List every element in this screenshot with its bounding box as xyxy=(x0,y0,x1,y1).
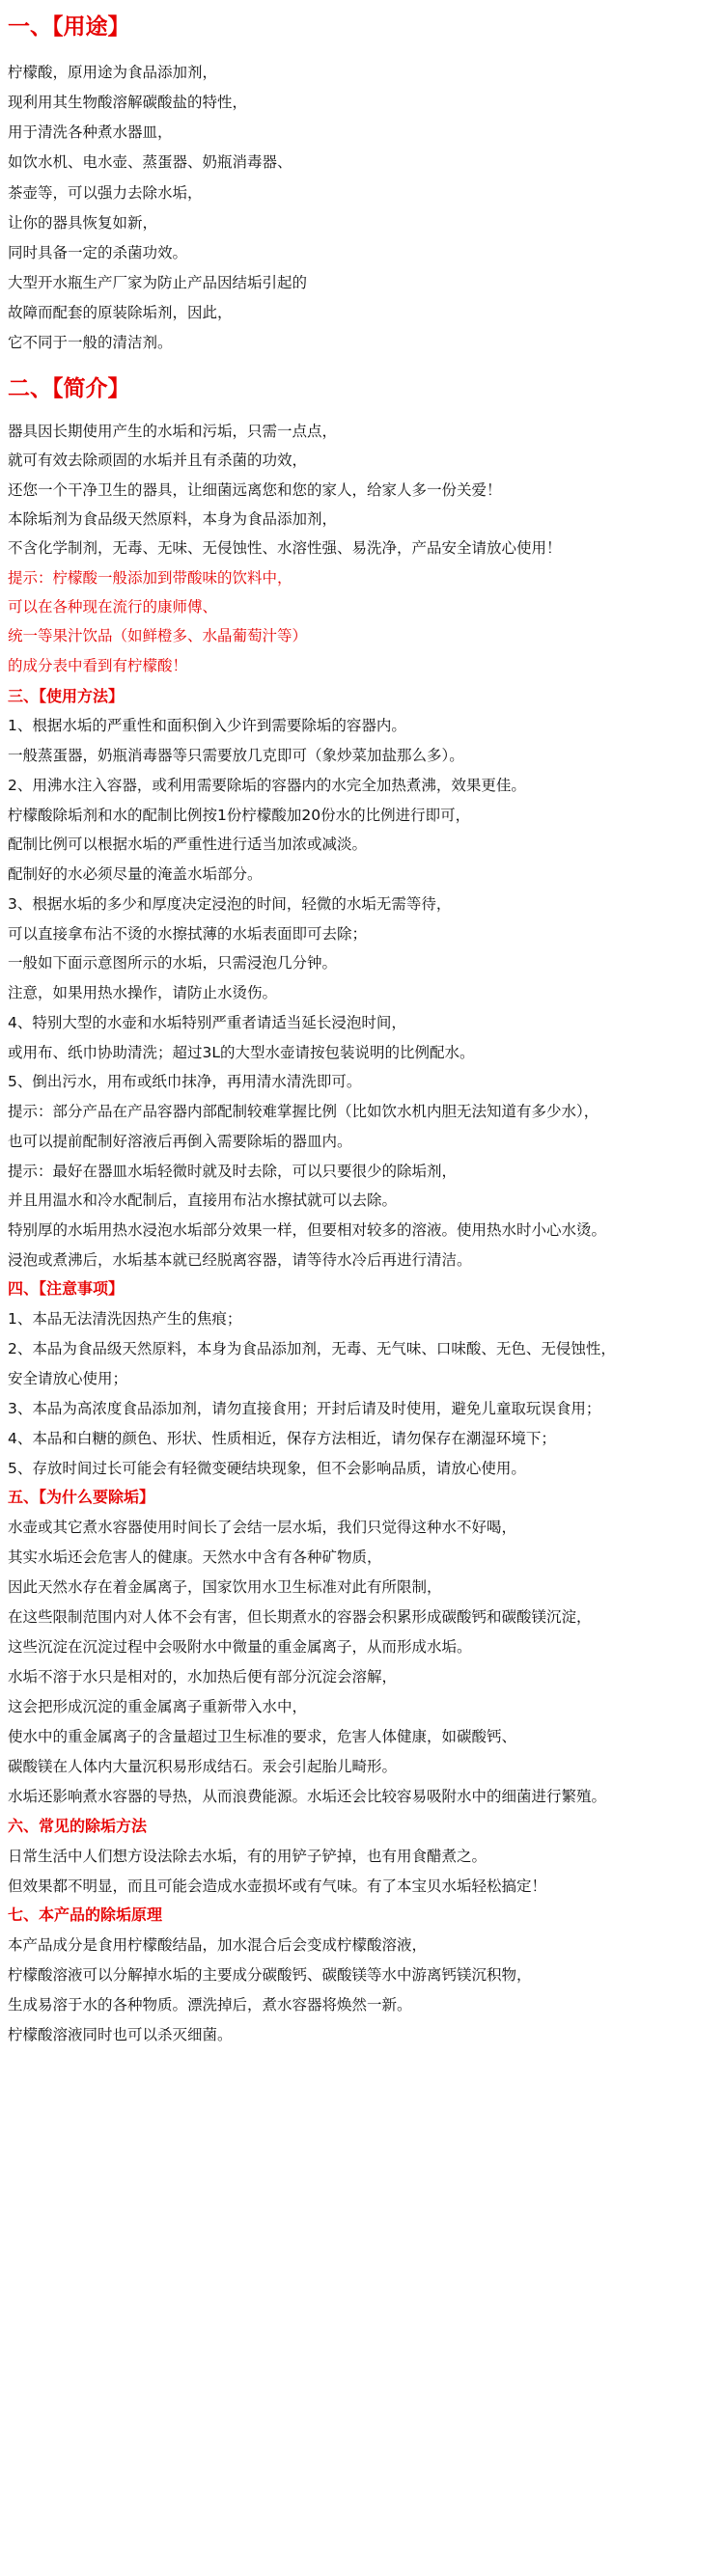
instructions-text-line: 3、根据水垢的多少和厚度决定浸泡的时间，轻微的水垢无需等待， xyxy=(8,895,452,913)
principle-text-line: 生成易溶于水的各种物质。漂洗掉后，煮水容器将焕然一新。 xyxy=(8,1996,412,2014)
usage-text-line: 同时具备一定的杀菌功效。 xyxy=(8,244,188,261)
introduction-text-line: 器具因长期使用产生的水垢和污垢，只需一点点， xyxy=(8,423,338,440)
precautions-text-line: 5、存放时间过长可能会有轻微变硬结块现象，但不会影响品质，请放心使用。 xyxy=(8,1460,526,1477)
introduction-text-line: 就可有效去除顽固的水垢并且有杀菌的功效， xyxy=(8,452,308,469)
why-descale-text-line: 碳酸镁在人体内大量沉积易形成结石。汞会引起胎儿畸形。 xyxy=(8,1758,398,1775)
introduction-text-line: 还您一个干净卫生的器具，让细菌远离您和您的家人，给家人多一份关爱！ xyxy=(8,481,502,499)
section-heading-usage: 一、【用途】 xyxy=(8,14,130,40)
instructions-text-line: 一般如下面示意图所示的水垢，只需浸泡几分钟。 xyxy=(8,954,338,972)
why-descale-text-line: 其实水垢还会危害人的健康。天然水中含有各种矿物质， xyxy=(8,1548,382,1566)
principle-text-line: 柠檬酸溶液可以分解掉水垢的主要成分碳酸钙、碳酸镁等水中游离钙镁沉积物， xyxy=(8,1966,532,1984)
precautions-text-line: 安全请放心使用； xyxy=(8,1370,128,1387)
introduction-text-line: 可以在各种现在流行的康师傅、 xyxy=(8,598,218,616)
instructions-text-line: 配制好的水必须尽量的淹盖水垢部分。 xyxy=(8,865,263,883)
instructions-text-line: 可以直接拿布沾不烫的水擦拭薄的水垢表面即可去除； xyxy=(8,925,368,943)
why-descale-text-line: 使水中的重金属离子的含量超过卫生标准的要求，危害人体健康，如碳酸钙、 xyxy=(8,1728,517,1745)
usage-text-line: 让你的器具恢复如新， xyxy=(8,214,158,232)
usage-text-line: 它不同于一般的清洁剂。 xyxy=(8,334,173,351)
why-descale-text-line: 因此天然水存在着金属离子，国家饮用水卫生标准对此有所限制， xyxy=(8,1578,442,1596)
precautions-text-line: 3、本品为高浓度食品添加剂，请勿直接食用；开封后请及时使用，避免儿童取玩误食用； xyxy=(8,1400,601,1417)
introduction-text-line: 的成分表中看到有柠檬酸！ xyxy=(8,657,188,674)
introduction-text-line: 本除垢剂为食品级天然原料，本身为食品添加剂， xyxy=(8,510,338,528)
principle-text-line: 柠檬酸溶液同时也可以杀灭细菌。 xyxy=(8,2026,233,2043)
usage-text-line: 故障而配套的原装除垢剂，因此， xyxy=(8,304,233,321)
instructions-text-line: 配制比例可以根据水垢的严重性进行适当加浓或减淡。 xyxy=(8,836,368,853)
usage-text-line: 茶壶等，可以强力去除水垢， xyxy=(8,184,203,202)
section-heading-principle: 七、本产品的除垢原理 xyxy=(8,1905,163,1924)
instructions-text-line: 柠檬酸除垢剂和水的配制比例按1份柠檬酸加20份水的比例进行即可， xyxy=(8,807,471,824)
instructions-text-line: 特别厚的水垢用热水浸泡水垢部分效果一样，但要相对较多的溶液。使用热水时小心水烫。 xyxy=(8,1221,607,1239)
principle-text-line: 本产品成分是食用柠檬酸结晶，加水混合后会变成柠檬酸溶液， xyxy=(8,1936,428,1954)
instructions-text-line: 也可以提前配制好溶液后再倒入需要除垢的器皿内。 xyxy=(8,1133,352,1150)
instructions-text-line: 或用布、纸巾协助清洗；超过3L的大型水壶请按包装说明的比例配水。 xyxy=(8,1044,475,1061)
introduction-text-line: 统一等果汁饮品（如鲜橙多、水晶葡萄汁等） xyxy=(8,627,308,644)
usage-text-line: 如饮水机、电水壶、蒸蛋器、奶瓶消毒器、 xyxy=(8,153,292,171)
introduction-text-line: 不含化学制剂，无毒、无味、无侵蚀性、水溶性强、易洗净，产品安全请放心使用！ xyxy=(8,539,562,557)
why-descale-text-line: 水垢不溶于水只是相对的，水加热后便有部分沉淀会溶解， xyxy=(8,1668,398,1685)
instructions-text-line: 注意，如果用热水操作，请防止水烫伤。 xyxy=(8,984,278,1001)
instructions-text-line: 4、特别大型的水壶和水垢特别严重者请适当延长浸泡时间， xyxy=(8,1014,406,1031)
why-descale-text-line: 这些沉淀在沉淀过程中会吸附水中微量的重金属离子，从而形成水垢。 xyxy=(8,1638,472,1656)
instructions-text-line: 提示：部分产品在产品容器内部配制较难掌握比例（比如饮水机内胆无法知道有多少水）， xyxy=(8,1103,599,1120)
usage-text-line: 柠檬酸，原用途为食品添加剂， xyxy=(8,64,218,81)
why-descale-text-line: 在这些限制范围内对人体不会有害，但长期煮水的容器会积累形成碳酸钙和碳酸镁沉淀， xyxy=(8,1608,592,1626)
section-heading-precautions: 四、【注意事项】 xyxy=(8,1279,125,1298)
instructions-text-line: 5、倒出污水，用布或纸巾抹净，再用清水清洗即可。 xyxy=(8,1073,362,1090)
introduction-text-line: 提示：柠檬酸一般添加到带酸味的饮料中， xyxy=(8,569,292,587)
common-methods-text-line: 但效果都不明显，而且可能会造成水壶损坏或有气味。有了本宝贝水垢轻松搞定！ xyxy=(8,1877,547,1895)
precautions-text-line: 1、本品无法清洗因热产生的焦痕； xyxy=(8,1310,242,1328)
instructions-text-line: 一般蒸蛋器，奶瓶消毒器等只需要放几克即可（象炒菜加盐那么多）。 xyxy=(8,747,464,764)
instructions-text-line: 浸泡或煮沸后，水垢基本就已经脱离容器，请等待水冷后再进行清洁。 xyxy=(8,1251,472,1269)
precautions-text-line: 4、本品和白糖的颜色、形状、性质相近，保存方法相近，请勿保存在潮湿环境下； xyxy=(8,1430,556,1447)
common-methods-text-line: 日常生活中人们想方设法除去水垢，有的用铲子铲掉，也有用食醋煮之。 xyxy=(8,1848,487,1865)
instructions-text-line: 提示：最好在器皿水垢轻微时就及时去除，可以只要很少的除垢剂， xyxy=(8,1163,458,1180)
precautions-text-line: 2、本品为食品级天然原料，本身为食品添加剂，无毒、无气味、口味酸、无色、无侵蚀性， xyxy=(8,1340,616,1357)
why-descale-text-line: 水垢还影响煮水容器的导热，从而浪费能源。水垢还会比较容易吸附水中的细菌进行繁殖。 xyxy=(8,1788,607,1805)
section-heading-common-methods: 六、常见的除垢方法 xyxy=(8,1817,148,1835)
usage-text-line: 用于清洗各种煮水器皿， xyxy=(8,123,173,141)
usage-text-line: 大型开水瓶生产厂家为防止产品因结垢引起的 xyxy=(8,274,308,291)
why-descale-text-line: 水壶或其它煮水容器使用时间长了会结一层水垢，我们只觉得这种水不好喝， xyxy=(8,1519,517,1536)
section-heading-why-descale: 五、【为什么要除垢】 xyxy=(8,1488,155,1506)
instructions-text-line: 并且用温水和冷水配制后，直接用布沾水擦拭就可以去除。 xyxy=(8,1192,398,1209)
instructions-text-line: 2、用沸水注入容器，或利用需要除垢的容器内的水完全加热煮沸，效果更佳。 xyxy=(8,777,526,794)
section-heading-instructions: 三、【使用方法】 xyxy=(8,687,125,705)
usage-text-line: 现利用其生物酸溶解碳酸盐的特性， xyxy=(8,94,248,111)
section-heading-introduction: 二、【简介】 xyxy=(8,376,130,401)
instructions-text-line: 1、根据水垢的严重性和面积倒入少许到需要除垢的容器内。 xyxy=(8,717,406,734)
why-descale-text-line: 这会把形成沉淀的重金属离子重新带入水中， xyxy=(8,1698,308,1715)
